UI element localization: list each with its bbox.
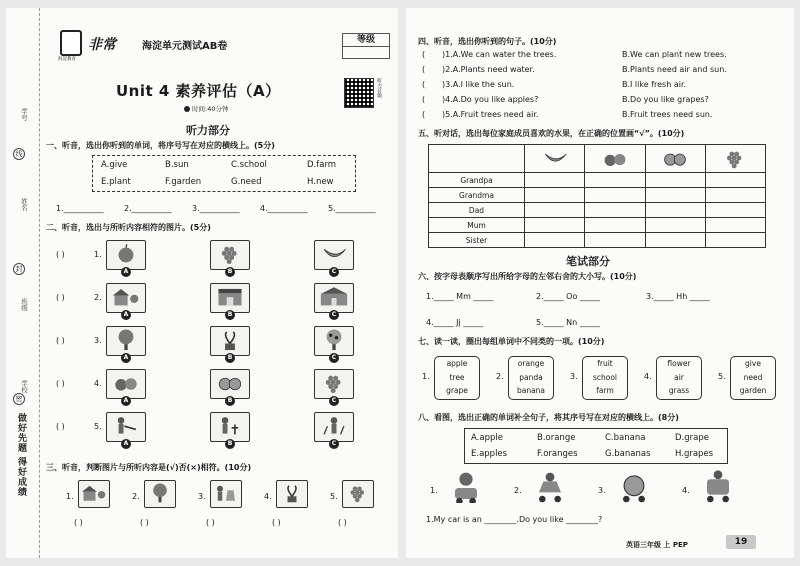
- family-member: Grandpa: [429, 173, 525, 188]
- picture-option[interactable]: [314, 326, 354, 356]
- letter-item[interactable]: 3._____ Hh _____: [646, 292, 710, 301]
- fruit-column-header: [705, 145, 765, 173]
- table-row: [429, 233, 766, 248]
- word-option: B.sun: [165, 160, 189, 170]
- answer-paren[interactable]: (: [422, 80, 426, 89]
- word-option: E.plant: [101, 177, 131, 187]
- q2-prompt: 二、听音，选出与所听内容相符的图片。(5分): [46, 223, 211, 232]
- q6-prompt: 六、按字母表顺序写出所给字母的左邻右舍的大小写。(10分): [418, 272, 637, 281]
- item-number: 5.: [718, 372, 726, 381]
- word-option: D.farm: [307, 160, 337, 170]
- q1-word-box: [92, 155, 356, 192]
- tick-cell[interactable]: [585, 203, 645, 218]
- sentence-option-a: )2.A.Plants need water.: [442, 65, 535, 74]
- grade-box: [342, 33, 390, 59]
- clock-icon: [184, 106, 190, 112]
- item-number: 3.: [570, 372, 578, 381]
- picture-option[interactable]: [210, 283, 250, 313]
- picture-option[interactable]: [106, 326, 146, 356]
- listening-heading: 听力部分: [186, 124, 230, 137]
- sentence-option-b: B.Do you like grapes?: [622, 95, 709, 104]
- option-letter: B: [225, 310, 235, 320]
- word-choice[interactable]: apple: [446, 359, 468, 368]
- shop-icon: [211, 284, 249, 312]
- word-choice[interactable]: panda: [519, 372, 543, 382]
- table-row: [429, 203, 766, 218]
- tick-cell[interactable]: [585, 173, 645, 188]
- word-option: C.school: [231, 160, 267, 170]
- word-choice[interactable]: flower: [667, 359, 691, 368]
- table-row: [429, 173, 766, 188]
- tick-cell[interactable]: [525, 188, 585, 203]
- toy-picture: [612, 466, 656, 510]
- sentence-option-b: B.We can plant new trees.: [622, 50, 727, 59]
- item-number: 1.: [94, 250, 102, 259]
- gutter-slogan: 做好先题 得好成绩: [16, 413, 26, 498]
- picture-option[interactable]: [210, 412, 250, 442]
- unit-title: Unit 4 素养评估（A）: [116, 82, 281, 100]
- word-choice[interactable]: need: [743, 372, 763, 382]
- q8-option-box: [464, 428, 728, 464]
- gutter-field-id: 学号: [20, 108, 28, 121]
- picture-option[interactable]: [314, 240, 354, 270]
- picture-option[interactable]: [106, 412, 146, 442]
- q3-prompt: 三、听音，判断图片与所听内容是(√)否(×)相符。(10分): [46, 463, 252, 472]
- tick-cell[interactable]: [705, 173, 765, 188]
- answer-paren[interactable]: ( ): [56, 379, 65, 388]
- tick-cell[interactable]: [525, 218, 585, 233]
- answer-paren[interactable]: ( ): [56, 293, 65, 302]
- item-number: 4.: [682, 486, 690, 495]
- fruit-column-header: [645, 145, 705, 173]
- qr-label: 听力音频: [376, 78, 382, 98]
- word-option: G.need: [231, 177, 262, 187]
- brand-header: [46, 30, 366, 62]
- table-row: [429, 218, 766, 233]
- answer-paren[interactable]: ( ): [338, 518, 347, 527]
- grapes-icon: [343, 481, 373, 507]
- left-page: [6, 8, 398, 558]
- q8-sentence[interactable]: 1.My car is an ________.Do you like ________?: [426, 515, 603, 524]
- item-number: 2.: [496, 372, 504, 381]
- bananas-icon: [315, 241, 353, 269]
- tick-cell[interactable]: [645, 203, 705, 218]
- word-group: [730, 356, 776, 400]
- item-number: 3.: [598, 486, 606, 495]
- option-letter: A: [121, 310, 131, 320]
- grapes-icon: [719, 146, 751, 173]
- water-icon: [107, 413, 145, 441]
- picture-option: [210, 480, 242, 508]
- word-option: E.apples: [471, 449, 508, 459]
- apples-icon: [599, 146, 631, 173]
- school-icon: [315, 284, 353, 312]
- picture-option: [276, 480, 308, 508]
- letter-item[interactable]: 5._____ Nn _____: [536, 318, 600, 327]
- brand-mark: 非常: [88, 37, 116, 53]
- word-option: A.apple: [471, 433, 503, 443]
- tick-cell[interactable]: [585, 233, 645, 248]
- qr-code-icon[interactable]: [344, 78, 374, 108]
- item-number: 2.: [94, 293, 102, 302]
- item-number: 5.: [94, 422, 102, 431]
- toy-picture: [444, 466, 488, 510]
- item-number: 2.: [514, 486, 522, 495]
- answer-paren[interactable]: ( ): [206, 518, 215, 527]
- word-choice[interactable]: school: [592, 372, 618, 382]
- tick-cell[interactable]: [585, 188, 645, 203]
- grapes-icon: [211, 241, 249, 269]
- q2-picture-grid: [46, 238, 386, 458]
- toy-bear-car-icon: [444, 466, 488, 503]
- word-group: [434, 356, 480, 400]
- word-choice[interactable]: farm: [596, 386, 614, 395]
- option-letter: C: [329, 310, 339, 320]
- answer-blank[interactable]: 2.__________: [124, 204, 172, 213]
- option-letter: C: [329, 267, 339, 277]
- picture-option[interactable]: [106, 283, 146, 313]
- item-number: 1.: [422, 372, 430, 381]
- word-choice[interactable]: air: [674, 372, 684, 382]
- tick-cell[interactable]: [525, 233, 585, 248]
- tick-cell[interactable]: [525, 173, 585, 188]
- binding-gutter: [6, 8, 40, 558]
- answer-paren[interactable]: ( ): [272, 518, 281, 527]
- answer-blank[interactable]: 1.__________: [56, 204, 104, 213]
- tick-cell[interactable]: [645, 173, 705, 188]
- picture-option[interactable]: [210, 369, 250, 399]
- sentence-option-a: )5.A.Fruit trees need air.: [442, 110, 539, 119]
- picture-option[interactable]: [314, 369, 354, 399]
- oranges-icon: [659, 146, 691, 173]
- q1-prompt: 一、听音，选出你听到的单词，将序号写在对应的横线上。(5分): [46, 141, 275, 150]
- tick-cell[interactable]: [705, 203, 765, 218]
- item-number: 4.: [264, 492, 272, 501]
- series-title: 海淀单元测试AB卷: [142, 41, 228, 52]
- book-logo-icon: [60, 30, 82, 56]
- tick-cell[interactable]: [585, 218, 645, 233]
- q8-prompt: 八、看图，选出正确的单词补全句子，将其序号写在对应的横线上。(8分): [418, 413, 679, 422]
- q4-sentence-list: [422, 50, 782, 126]
- answer-paren[interactable]: ( ): [56, 250, 65, 259]
- sentence-option-b: B.I like fresh air.: [622, 80, 687, 89]
- tick-cell[interactable]: [645, 188, 705, 203]
- time-limit: [184, 104, 228, 113]
- farm-icon: [79, 481, 109, 507]
- footer-tag: 英语三年级 上 PEP: [626, 541, 688, 549]
- corner-cell: [429, 145, 525, 173]
- letter-item[interactable]: 4._____ Jj _____: [426, 318, 484, 327]
- sentence-option-a: )1.A.We can water the trees.: [442, 50, 557, 59]
- picture-option[interactable]: [314, 412, 354, 442]
- fruit-icon-wrap: [599, 146, 631, 172]
- letter-item[interactable]: 1._____ Mm _____: [426, 292, 494, 301]
- time-text: 时间:40分钟: [192, 105, 229, 113]
- fruit-icon-wrap: [719, 146, 751, 172]
- word-choice[interactable]: tree: [449, 372, 465, 382]
- family-member: Grandma: [429, 188, 525, 203]
- gutter-mark: 密: [13, 393, 25, 405]
- toy-picture: [528, 466, 572, 510]
- item-number: 5.: [330, 492, 338, 501]
- fruit-icon-wrap: [539, 146, 571, 172]
- logo-text: 海淀教育: [58, 57, 76, 62]
- word-choice[interactable]: give: [745, 359, 761, 368]
- picture-option: [342, 480, 374, 508]
- word-group: [582, 356, 628, 400]
- tree-fruit-icon: [315, 327, 353, 355]
- word-option: D.grape: [675, 433, 709, 443]
- option-letter: B: [225, 439, 235, 449]
- item-number: 2.: [132, 492, 140, 501]
- tree-icon: [107, 327, 145, 355]
- q7-word-groups: [420, 354, 790, 406]
- sentence-option-b: B.Fruit trees need sun.: [622, 110, 713, 119]
- option-letter: B: [225, 353, 235, 363]
- gardener-icon: [211, 413, 249, 441]
- answer-paren[interactable]: (: [422, 50, 426, 59]
- picture-option[interactable]: [314, 283, 354, 313]
- item-number: 3.: [94, 336, 102, 345]
- picture-option: [78, 480, 110, 508]
- item-number: 1.: [66, 492, 74, 501]
- scene-icon: [211, 481, 241, 507]
- family-member: Mum: [429, 218, 525, 233]
- farm-icon: [107, 284, 145, 312]
- tick-cell[interactable]: [645, 218, 705, 233]
- picture-option: [144, 480, 176, 508]
- fruit-column-header: [525, 145, 585, 173]
- q8-picture-row: [426, 466, 766, 514]
- answer-paren[interactable]: ( ): [56, 336, 65, 345]
- answer-paren[interactable]: ( ): [56, 422, 65, 431]
- tick-cell[interactable]: [525, 203, 585, 218]
- grade-label: 等级: [343, 34, 389, 47]
- sentence-option-a: )4.A.Do you like apples?: [442, 95, 539, 104]
- option-letter: B: [225, 267, 235, 277]
- family-member: Dad: [429, 203, 525, 218]
- fruit-column-header: [585, 145, 645, 173]
- q5-prompt: 五、听对话，选出每位家庭成员喜欢的水果，在正确的位置画“√”。(10分): [418, 129, 685, 138]
- picture-option[interactable]: [106, 369, 146, 399]
- tick-cell[interactable]: [705, 218, 765, 233]
- word-group: [656, 356, 702, 400]
- fruit-header-row: [429, 145, 766, 173]
- tick-cell[interactable]: [705, 188, 765, 203]
- word-option: H.new: [307, 177, 334, 187]
- word-option: A.give: [101, 160, 128, 170]
- word-choice[interactable]: garden: [739, 386, 767, 395]
- option-letter: C: [329, 439, 339, 449]
- item-number: 4.: [94, 379, 102, 388]
- word-choice[interactable]: grass: [668, 386, 690, 395]
- word-option: H.grapes: [675, 449, 714, 459]
- tick-cell[interactable]: [645, 233, 705, 248]
- answer-paren[interactable]: (: [422, 95, 426, 104]
- word-choice[interactable]: orange: [517, 359, 545, 368]
- toy-fruit-car-icon: [612, 466, 656, 503]
- gutter-mark: 封: [13, 263, 25, 275]
- gutter-field-school: 学校: [20, 380, 28, 393]
- table-row: [429, 188, 766, 203]
- item-number: 4.: [644, 372, 652, 381]
- answer-paren[interactable]: (: [422, 65, 426, 74]
- option-letter: A: [121, 439, 131, 449]
- option-letter: A: [121, 396, 131, 406]
- word-option: F.garden: [165, 177, 202, 187]
- toy-animal-car-icon: [528, 466, 572, 503]
- word-option: B.orange: [537, 433, 576, 443]
- tree-icon: [145, 481, 175, 507]
- toy-basket-car-icon: [696, 466, 740, 503]
- fruit-icon-wrap: [659, 146, 691, 172]
- answer-paren[interactable]: ( ): [140, 518, 149, 527]
- page-number: 19: [726, 535, 756, 549]
- word-choice[interactable]: grape: [446, 386, 468, 395]
- item-number: 1.: [430, 486, 438, 495]
- writing-heading: 笔试部分: [566, 255, 610, 268]
- option-letter: C: [329, 396, 339, 406]
- picture-option[interactable]: [106, 240, 146, 270]
- plant-icon: [211, 327, 249, 355]
- toy-picture: [696, 466, 740, 510]
- q3-picture-row: [46, 478, 386, 538]
- gutter-field-name: 姓名: [20, 198, 28, 211]
- grapes-icon: [315, 370, 353, 398]
- option-letter: B: [225, 396, 235, 406]
- tick-cell[interactable]: [705, 233, 765, 248]
- family-member: Sister: [429, 233, 525, 248]
- bananas-icon: [539, 146, 571, 173]
- word-choice[interactable]: banana: [516, 386, 546, 395]
- word-group: [508, 356, 554, 400]
- answer-blank[interactable]: 5.__________: [328, 204, 376, 213]
- q4-prompt: 四、听音，选出你听到的句子。(10分): [418, 37, 557, 46]
- picture-option[interactable]: [210, 240, 250, 270]
- sentence-option-a: )3.A.I like the sun.: [442, 80, 515, 89]
- gutter-mark: 线: [13, 148, 25, 160]
- option-letter: A: [121, 267, 131, 277]
- gutter-field-class: 班级: [20, 298, 28, 311]
- letter-item[interactable]: 2._____ Oo _____: [536, 292, 600, 301]
- word-option: C.banana: [605, 433, 646, 443]
- option-letter: A: [121, 353, 131, 363]
- option-letter: C: [329, 353, 339, 363]
- answer-paren[interactable]: ( ): [74, 518, 83, 527]
- apples-icon: [107, 370, 145, 398]
- q7-prompt: 七、读一读，圈出每组单词中不同类的一项。(10分): [418, 337, 605, 346]
- oranges-icon: [211, 370, 249, 398]
- sentence-option-b: B.Plants need air and sun.: [622, 65, 727, 74]
- answer-blank[interactable]: 3.__________: [192, 204, 240, 213]
- word-choice[interactable]: fruit: [597, 359, 613, 368]
- answer-paren[interactable]: (: [422, 110, 426, 119]
- answer-blank[interactable]: 4.__________: [260, 204, 308, 213]
- picture-option[interactable]: [210, 326, 250, 356]
- apple-icon: [107, 241, 145, 269]
- word-option: F.oranges: [537, 449, 578, 459]
- item-number: 3.: [198, 492, 206, 501]
- right-page: [406, 8, 794, 558]
- word-option: G.bananas: [605, 449, 651, 459]
- fruit-table: [428, 144, 766, 248]
- farmer-icon: [315, 413, 353, 441]
- plant-icon: [277, 481, 307, 507]
